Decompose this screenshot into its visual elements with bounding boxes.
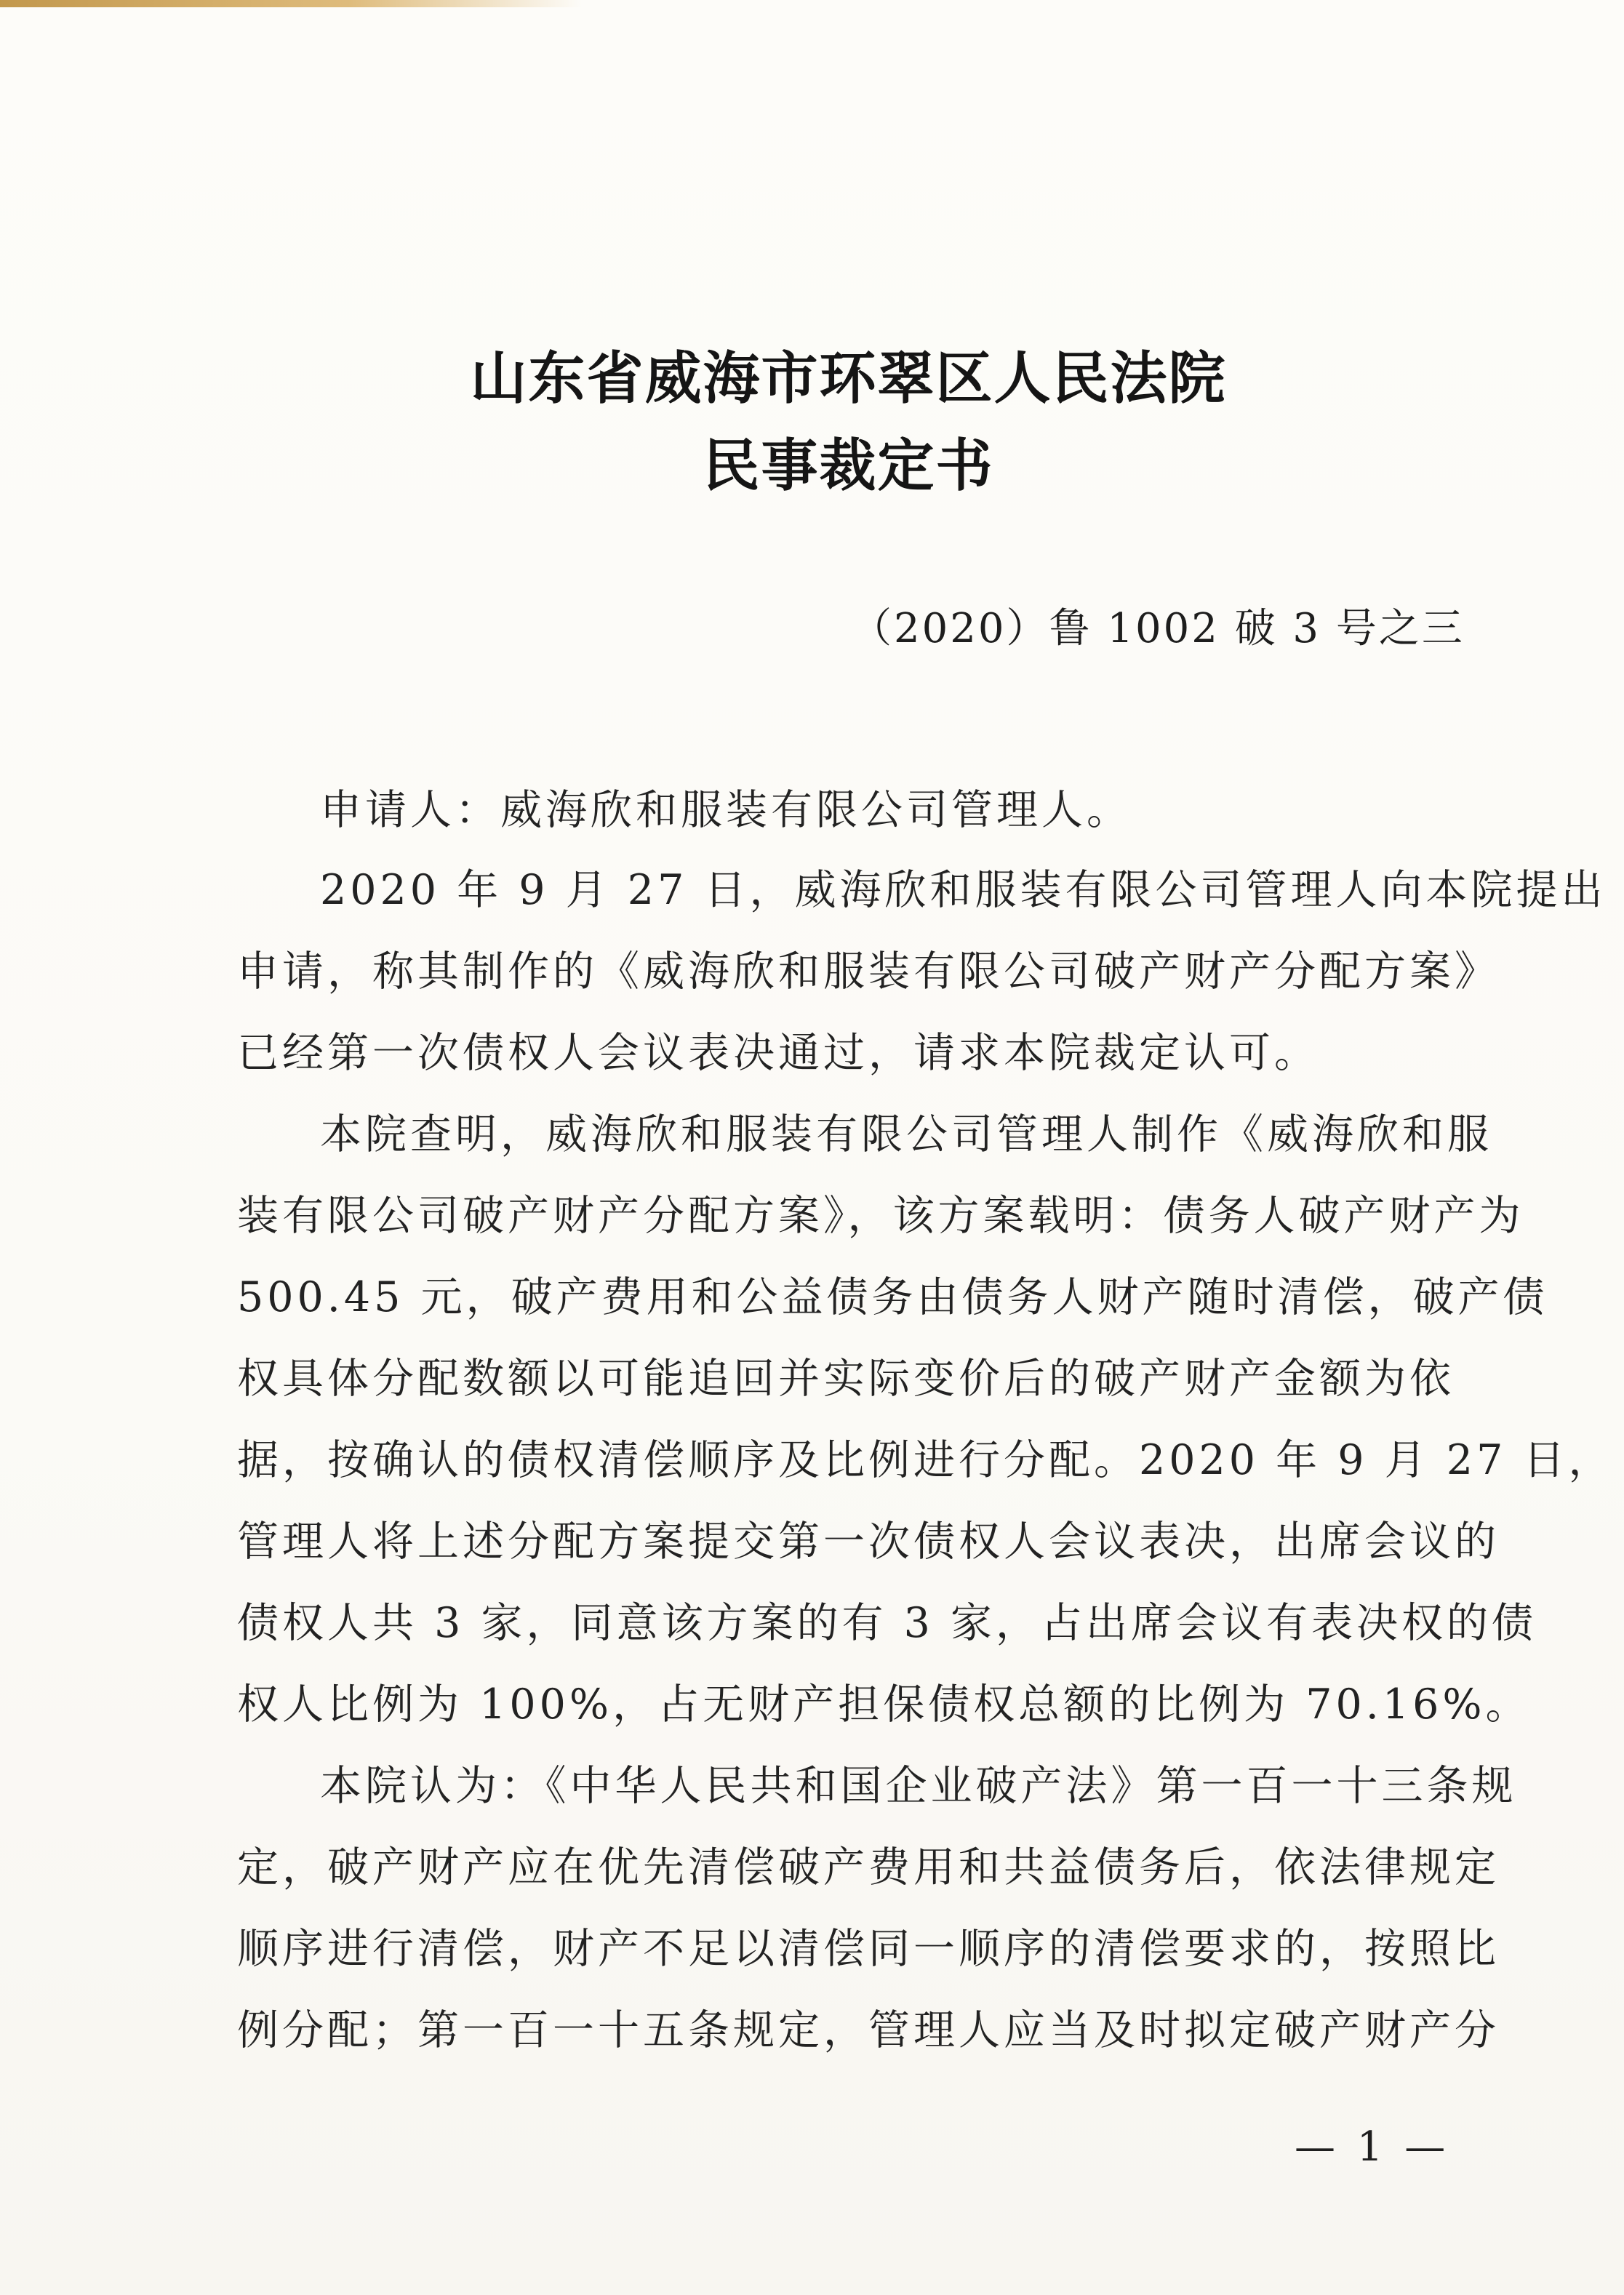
document-type-title: 民事裁定书 bbox=[703, 433, 994, 499]
body-line: 申请人：威海欣和服装有限公司管理人。 bbox=[320, 786, 1132, 834]
body-line: 定，破产财产应在优先清偿破产费用和共益债务后，依法律规定 bbox=[237, 1843, 1500, 1891]
court-name-title: 山东省威海市环翠区人民法院 bbox=[470, 345, 1227, 412]
body-line: 权人比例为 100%，占无财产担保债权总额的比例为 70.16%。 bbox=[237, 1681, 1531, 1729]
body-line: 例分配；第一百一十五条规定，管理人应当及时拟定破产财产分 bbox=[237, 2006, 1500, 2054]
body-line: 据，按确认的债权清偿顺序及比例进行分配。2020 年 9 月 27 日， bbox=[237, 1436, 1614, 1484]
body-line: 已经第一次债权人会议表决通过，请求本院裁定认可。 bbox=[237, 1029, 1319, 1077]
body-line: 债权人共 3 家，同意该方案的有 3 家，占出席会议有表决权的债 bbox=[237, 1599, 1537, 1647]
body-line: 本院认为：《中华人民共和国企业破产法》第一百一十三条规 bbox=[320, 1762, 1517, 1810]
body-line: 装有限公司破产财产分配方案》，该方案载明：债务人破产财产为 bbox=[237, 1192, 1524, 1240]
body-line: 2020 年 9 月 27 日，威海欣和服装有限公司管理人向本院提出 bbox=[320, 866, 1607, 914]
body-line: 顺序进行清偿，财产不足以清偿同一顺序的清偿要求的，按照比 bbox=[237, 1925, 1500, 1973]
body-line: 申请，称其制作的《威海欣和服装有限公司破产财产分配方案》 bbox=[237, 948, 1500, 996]
body-line: 本院查明，威海欣和服装有限公司管理人制作《威海欣和服 bbox=[320, 1110, 1492, 1158]
body-line: 500.45 元，破产费用和公益债务由债务人财产随时清偿，破产债 bbox=[237, 1273, 1548, 1321]
scan-edge bbox=[0, 0, 582, 7]
body-line: 权具体分配数额以可能追回并实际变价后的破产财产金额为依 bbox=[237, 1355, 1455, 1403]
case-number: （2020）鲁 1002 破 3 号之三 bbox=[851, 605, 1465, 652]
page-number: — 1 — bbox=[1295, 2123, 1450, 2171]
body-line: 管理人将上述分配方案提交第一次债权人会议表决，出席会议的 bbox=[237, 1518, 1500, 1566]
